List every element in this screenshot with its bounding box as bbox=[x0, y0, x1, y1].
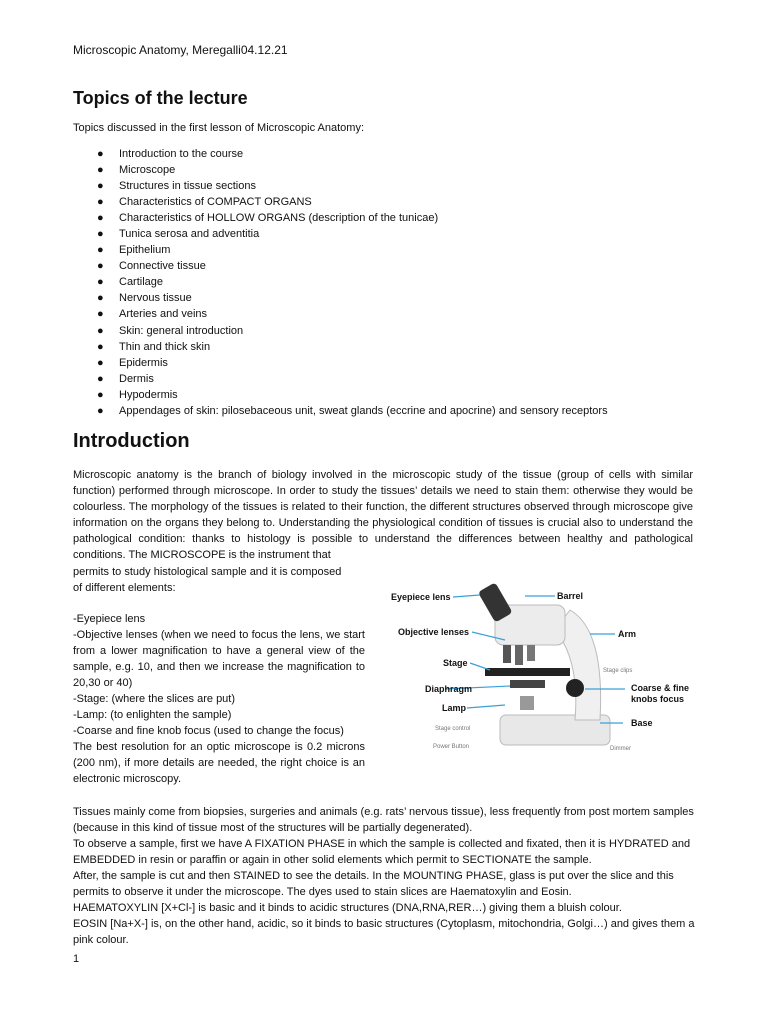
topic-item bbox=[73, 242, 608, 258]
topic-item bbox=[73, 274, 608, 290]
topic-label: Characteristics of HOLLOW ORGANS (description of the tunicae) bbox=[119, 212, 439, 225]
bullet-icon: ● bbox=[97, 164, 104, 177]
topic-label: Structures in tissue sections bbox=[119, 180, 256, 193]
topic-label: Epidermis bbox=[119, 356, 168, 369]
bullet-icon: ● bbox=[97, 148, 104, 160]
leader-line bbox=[467, 705, 505, 708]
focus-knob bbox=[566, 679, 584, 697]
bullet-icon: ● bbox=[97, 196, 104, 209]
label-power-button: Power Button bbox=[433, 744, 470, 750]
bullet-icon: ● bbox=[97, 324, 104, 337]
lower-paragraph-4: HAEMATOXYLIN [X+Cl-] is basic and it binds to acidic structures (DNA,RNA,RER…) giving them a bluish colour. bbox=[73, 902, 622, 914]
microscope-lamp bbox=[520, 696, 534, 710]
label-coarse-fine-2: knobs focus bbox=[631, 694, 685, 704]
topic-label: Dermis bbox=[119, 372, 154, 385]
topic-label: Hypodermis bbox=[119, 388, 178, 401]
bullet-icon: ● bbox=[97, 244, 104, 257]
element-knobs: -Coarse and fine knob focus (used to change the focus) bbox=[73, 725, 344, 737]
bullet-icon: ● bbox=[97, 356, 104, 369]
topic-item bbox=[73, 371, 608, 387]
label-dimmer: Dimmer bbox=[610, 746, 631, 752]
bullet-icon: ● bbox=[97, 340, 104, 353]
lower-paragraph-2: To observe a sample, first we have A FIXATION PHASE in which the sample is collected and fixated, then it is HYDRATED and EMBEDDED in resin or paraffin or again in other solid elements which permit to SECTIONATE the sample. bbox=[73, 838, 691, 866]
bullet-icon: ● bbox=[97, 260, 104, 273]
label-arm: Arm bbox=[618, 629, 637, 639]
topic-item bbox=[73, 194, 608, 210]
topic-label: Appendages of skin: pilosebaceous unit, sweat glands (eccrine and apocrine) and sensory receptors bbox=[119, 404, 608, 417]
label-barrel: Barrel bbox=[557, 591, 584, 601]
topic-item bbox=[73, 258, 608, 274]
topics-heading: Topics of the lecture bbox=[73, 88, 248, 108]
lower-paragraph-1: Tissues mainly come from biopsies, surgeries and animals (e.g. rats’ nervous tissue), less frequently from post mortem samples (because in this kind of tissue most of the structures will be partially degenerated). bbox=[73, 806, 694, 834]
topic-label: Cartilage bbox=[119, 276, 164, 289]
label-base: Base bbox=[631, 718, 653, 728]
topic-label: Introduction to the course bbox=[119, 148, 244, 160]
bullet-icon: ● bbox=[97, 212, 104, 225]
microscope-elements bbox=[73, 611, 365, 787]
topic-label: Characteristics of COMPACT ORGANS bbox=[119, 196, 312, 209]
microscope-diagram bbox=[385, 570, 705, 765]
bullet-icon: ● bbox=[97, 276, 104, 289]
leader-line bbox=[470, 663, 490, 670]
topic-item bbox=[73, 323, 608, 339]
topic-label: Tunica serosa and adventitia bbox=[119, 228, 260, 241]
label-stage-clips: Stage clips bbox=[603, 668, 633, 674]
label-diaphragm: Diaphragm bbox=[425, 684, 473, 694]
objective-lens-3 bbox=[527, 645, 535, 661]
topic-label: Thin and thick skin bbox=[119, 340, 211, 353]
lower-text bbox=[73, 804, 698, 948]
element-objective: -Objective lenses (when we need to focus the lens, we start from a lower magnification to have a general view of the sample, e.g. 10, and then we increase the magnification to 20,30 or 40) bbox=[73, 629, 365, 689]
topic-label: Nervous tissue bbox=[119, 292, 192, 305]
topics-list bbox=[73, 146, 608, 419]
topic-item bbox=[73, 162, 608, 178]
resolution-note: The best resolution for an optic microscope is 0.2 microns (200 nm), if more details are needed, the right choice is an electronic microscopy. bbox=[73, 741, 365, 785]
page-header: Microscopic Anatomy, Meregalli04.12.21 bbox=[73, 43, 288, 57]
lower-paragraph-5: EOSIN [Na+X-] is, on the other hand, acidic, so it binds to basic structures (Cytoplasm, mitochondria, Golgi…) and gives them a pink colour. bbox=[73, 918, 695, 946]
intro-paragraph: Microscopic anatomy is the branch of biology involved in the microscopic study of the tissue (group of cells with similar function) performed through microscope. In order to study the tissues’ details we need to stain them: otherwise they would be colourless. The morphology of the tissues is related to their function, the different structures observed through microscope give information on the organs they belong to. Understanding the physiological condition of tissues is crucial also to understand the pathological condition: thanks to histology is possible to understand the differences between healthy and pathological conditions. The MICROSCOPE is the instrument that bbox=[73, 469, 693, 561]
bullet-icon: ● bbox=[97, 292, 104, 305]
bullet-icon: ● bbox=[97, 228, 104, 241]
bullet-icon: ● bbox=[97, 388, 104, 401]
microscope-stage bbox=[485, 668, 570, 676]
element-eyepiece: -Eyepiece lens bbox=[73, 613, 146, 625]
topic-item bbox=[73, 226, 608, 242]
intro-continuation bbox=[73, 564, 365, 596]
bullet-icon: ● bbox=[97, 404, 104, 417]
element-lamp: -Lamp: (to enlighten the sample) bbox=[73, 709, 232, 721]
topic-item bbox=[73, 355, 608, 371]
label-coarse-fine-1: Coarse & fine bbox=[631, 683, 690, 693]
bullet-icon: ● bbox=[97, 372, 104, 385]
topic-item bbox=[73, 290, 608, 306]
topic-item bbox=[73, 387, 608, 403]
topic-label: Epithelium bbox=[119, 244, 171, 257]
label-eyepiece-lens: Eyepiece lens bbox=[391, 592, 451, 602]
intro-cont-line-1: permits to study histological sample and it is composed bbox=[73, 566, 342, 578]
label-stage: Stage bbox=[443, 658, 468, 668]
topics-intro: Topics discussed in the first lesson of Microscopic Anatomy: bbox=[73, 122, 365, 134]
label-lamp: Lamp bbox=[442, 703, 467, 713]
element-stage: -Stage: (where the slices are put) bbox=[73, 693, 236, 705]
topic-label: Microscope bbox=[119, 164, 176, 177]
topic-label: Connective tissue bbox=[119, 260, 206, 273]
topic-item bbox=[73, 403, 608, 419]
page-number: 1 bbox=[73, 953, 80, 965]
topic-item bbox=[73, 210, 608, 226]
label-objective-lenses: Objective lenses bbox=[398, 627, 470, 637]
leader-line bbox=[453, 595, 480, 597]
topic-item bbox=[73, 339, 608, 355]
bullet-icon: ● bbox=[97, 180, 104, 193]
microscope-diaphragm bbox=[510, 680, 545, 688]
objective-lens-1 bbox=[503, 645, 511, 663]
topic-item bbox=[73, 178, 608, 194]
topic-label: Skin: general introduction bbox=[119, 324, 244, 337]
objective-lens-2 bbox=[515, 645, 523, 665]
bullet-icon: ● bbox=[97, 308, 104, 321]
label-stage-control: Stage control bbox=[435, 726, 471, 732]
introduction-heading: Introduction bbox=[73, 430, 190, 452]
lower-paragraph-3: After, the sample is cut and then STAINED to see the details. In the MOUNTING PHASE, glass is put over the slice and this permits to observe it under the microscope. The dyes used to stain slices are Haematoxylin and Eosin. bbox=[73, 870, 674, 898]
intro-cont-line-2: of different elements: bbox=[73, 582, 176, 594]
topic-item bbox=[73, 146, 608, 162]
topic-item bbox=[73, 306, 608, 322]
topic-label: Arteries and veins bbox=[119, 308, 208, 321]
